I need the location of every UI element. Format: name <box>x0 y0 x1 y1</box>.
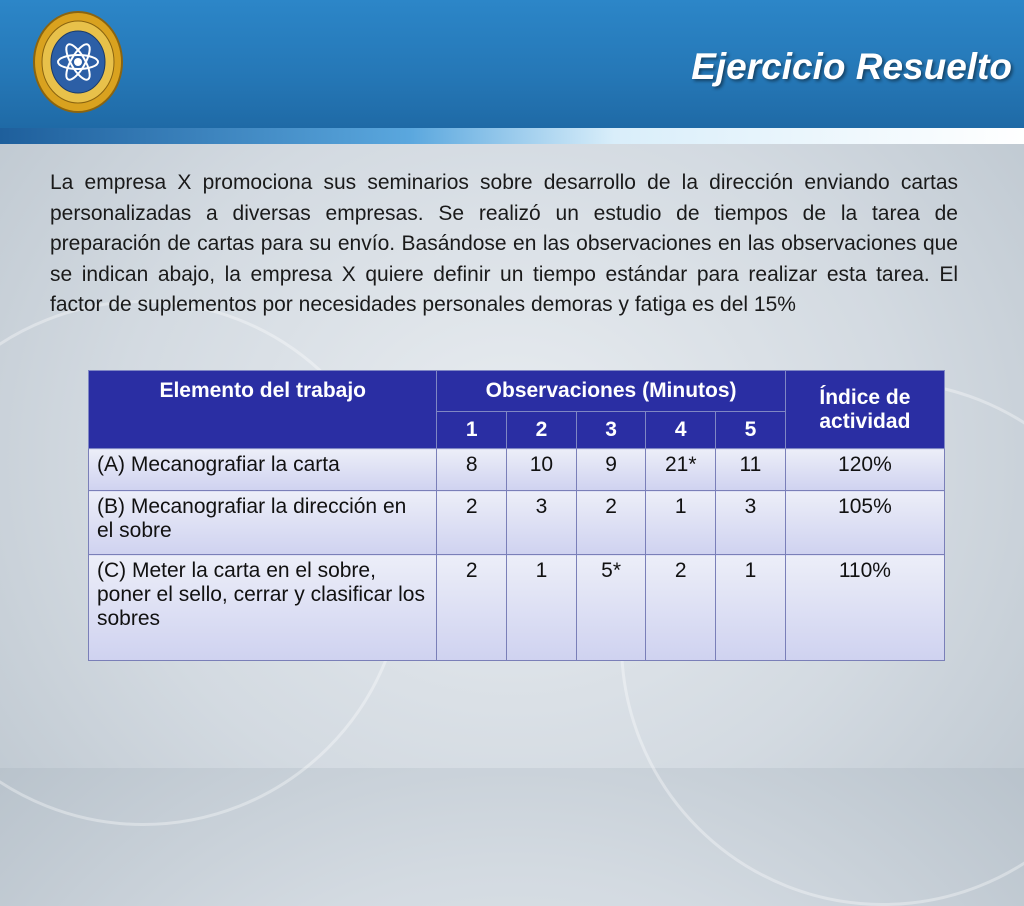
header-activity-index: Índice de actividad <box>785 371 944 449</box>
table-row <box>89 449 945 491</box>
obs-number-4: 4 <box>646 412 716 449</box>
observation-value: 5* <box>576 555 646 661</box>
observation-value: 1 <box>716 555 786 661</box>
observations-table <box>88 370 945 661</box>
header-stripe <box>0 128 1024 144</box>
observation-value: 21* <box>646 449 716 491</box>
observation-value: 2 <box>576 491 646 555</box>
activity-index: 105% <box>785 491 944 555</box>
observation-value: 3 <box>507 491 577 555</box>
observation-value: 8 <box>437 449 507 491</box>
obs-number-5: 5 <box>716 412 786 449</box>
slide-title: Ejercicio Resuelto <box>691 46 1012 87</box>
obs-number-3: 3 <box>576 412 646 449</box>
observation-value: 1 <box>507 555 577 661</box>
observation-value: 10 <box>507 449 577 491</box>
header-observations: Observaciones (Minutos) <box>437 371 785 412</box>
header-work-element: Elemento del trabajo <box>89 371 437 449</box>
observation-value: 2 <box>437 491 507 555</box>
slide-header <box>0 0 1024 128</box>
work-element: (C) Meter la carta en el sobre, poner el sello, cerrar y clasificar los sobres <box>89 555 437 661</box>
work-element: (A) Mecanografiar la carta <box>89 449 437 491</box>
work-element: (B) Mecanografiar la dirección en el sobre <box>89 491 437 555</box>
obs-number-1: 1 <box>437 412 507 449</box>
observation-value: 11 <box>716 449 786 491</box>
observation-value: 1 <box>646 491 716 555</box>
table-row <box>89 491 945 555</box>
observation-value: 2 <box>646 555 716 661</box>
activity-index: 120% <box>785 449 944 491</box>
table-row <box>89 555 945 661</box>
observation-value: 3 <box>716 491 786 555</box>
observation-value: 9 <box>576 449 646 491</box>
activity-index: 110% <box>785 555 944 661</box>
problem-statement: La empresa X promociona sus seminarios sobre desarrollo de la dirección enviando cartas personalizadas a diversas empresas. Se realizó un estudio de tiempos de la tarea de preparación de cartas para su envío. Basándose en las observaciones en las observaciones que se indican abajo, la empresa X quiere definir un tiempo estándar para realizar esta tarea. El factor de suplementos por necesidades personales demoras y fatiga es del 15% <box>50 171 958 316</box>
university-seal-icon <box>32 10 124 114</box>
obs-number-2: 2 <box>507 412 577 449</box>
observation-value: 2 <box>437 555 507 661</box>
